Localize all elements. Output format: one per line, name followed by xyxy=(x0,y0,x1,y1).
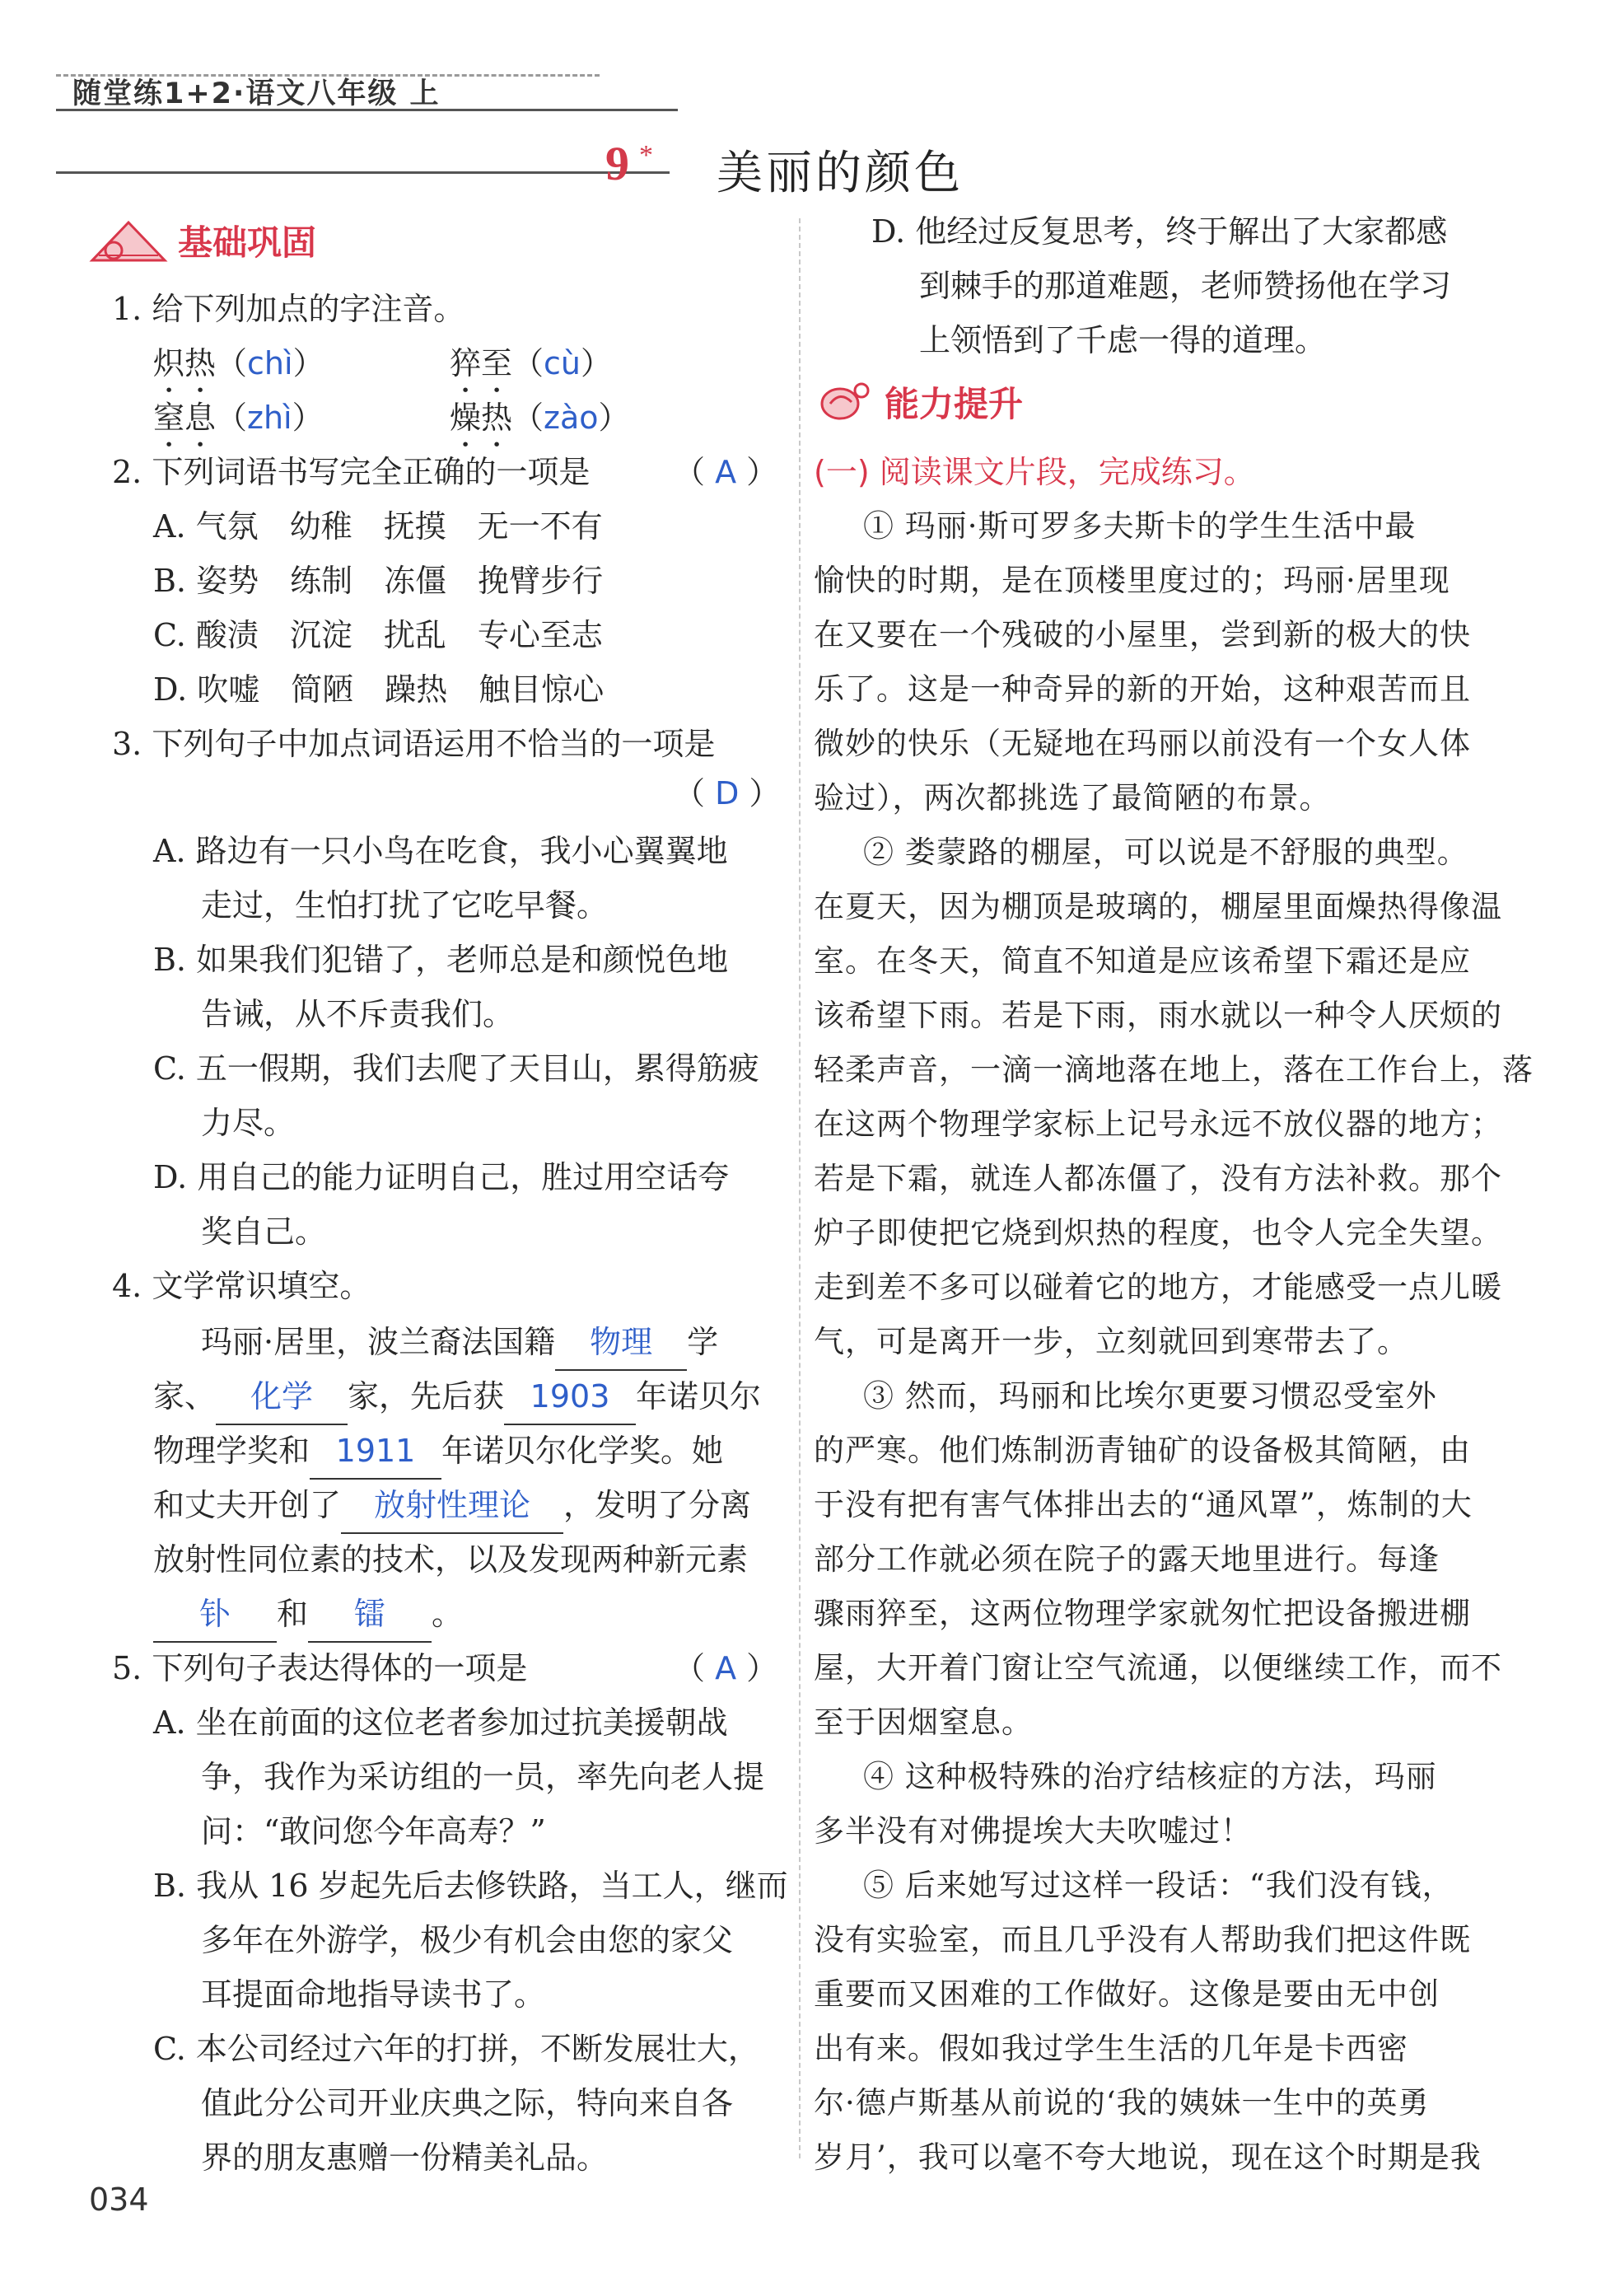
q1-item-3: 窒息（zhì） xyxy=(153,400,324,436)
reading-line: 验过），两次都挑选了最简陋的布景。 xyxy=(814,780,1331,816)
reading-line: 气，可是离开一步，立刻就回到寒带去了。 xyxy=(814,1324,1408,1359)
q5-option-c-2: 值此分公司开业庆典之际，特向来自各 xyxy=(201,2085,734,2121)
reading-line: ① 玛丽·斯可罗多夫斯卡的学生生活中最 xyxy=(863,508,1417,544)
section-basic-label: 基础巩固 xyxy=(178,222,317,263)
q4-line-1: 玛丽·居里，波兰裔法国籍 物理 学 xyxy=(201,1315,718,1371)
page-number: 034 xyxy=(89,2181,149,2218)
reading-line: 骤雨猝至，这两位物理学家就匆忙把设备搬进棚 xyxy=(814,1596,1471,1631)
reading-line: 没有实验室，而且几乎没有人帮助我们把这件既 xyxy=(814,1922,1471,1957)
q4-line-2: 家、 化学 家，先后获 1903 年诺贝尔 xyxy=(153,1369,761,1425)
q1-answer-2: cù xyxy=(544,345,581,381)
reading-line: 出有来。假如我过学生生活的几年是卡西密 xyxy=(814,2031,1408,2066)
q5-option-a-2: 争，我作为采访组的一员，率先向老人提 xyxy=(201,1759,765,1795)
q5-option-b-2: 多年在外游学，极少有机会由您的家父 xyxy=(201,1922,734,1958)
q1-answer-3: zhì xyxy=(247,400,292,436)
reading-line: ④ 这种极特殊的治疗结核症的方法，玛丽 xyxy=(863,1759,1437,1794)
reading-line: ③ 然而，玛丽和比埃尔更要习惯忍受室外 xyxy=(863,1378,1437,1414)
reading-line: 于没有把有害气体排出去的“通风罩”，炼制的大 xyxy=(814,1487,1473,1522)
q2-option-c: C. 酸渍 沉淀 扰乱 专心至志 xyxy=(153,617,603,653)
q4-answer-2: 化学 xyxy=(250,1378,314,1415)
section-ability-label: 能力提升 xyxy=(885,384,1024,424)
reading-heading: (一) 阅读课文片段，完成练习。 xyxy=(814,454,1255,490)
reading-line: 在这两个物理学家标上记号永远不放仪器的地方； xyxy=(814,1106,1502,1142)
lesson-title: 美丽的颜色 xyxy=(717,147,964,200)
q2-stem: 2. 下列词语书写完全正确的一项是 xyxy=(112,454,591,490)
q5-option-d-1: D. 他经过反复思考，终于解出了大家都感 xyxy=(871,213,1448,250)
reading-line: ⑤ 后来她写过这样一段话：“我们没有钱， xyxy=(863,1868,1454,1903)
q5-option-a-1: A. 坐在前面的这位老者参加过抗美援朝战 xyxy=(153,1704,728,1741)
q5-option-b-3: 耳提面命地指导读书了。 xyxy=(201,1976,546,2013)
q3-option-d-2: 奖自己。 xyxy=(201,1213,327,1250)
q4-stem: 4. 文学常识填空。 xyxy=(112,1268,371,1304)
q4-answer-7: 镭 xyxy=(354,1596,386,1632)
q3-stem: 3. 下列句子中加点词语运用不恰当的一项是 xyxy=(112,726,716,762)
reading-line: 轻柔声音，一滴一滴地落在地上，落在工作台上，落 xyxy=(814,1052,1534,1087)
header-series-title: 随堂练1+2·语文八年级 上 xyxy=(72,77,441,110)
lesson-star: * xyxy=(639,140,653,171)
q2-option-b: B. 姿势 练制 冻僵 挽臂步行 xyxy=(153,563,604,599)
reading-line: 走到差不多可以碰着它的地方，才能感受一点儿暖 xyxy=(814,1270,1502,1305)
q5-option-d-2: 到棘手的那道难题，老师赞扬他在学习 xyxy=(919,268,1452,304)
q4-answer-3: 1903 xyxy=(530,1378,610,1415)
q4-line-6: 钋 和 镭 。 xyxy=(153,1587,463,1643)
q1-answer-1: chì xyxy=(247,345,293,381)
q2-answer: （ A ） xyxy=(674,454,778,490)
reading-line: 若是下霜，就连人都冻僵了，没有方法补救。那个 xyxy=(814,1161,1502,1196)
q3-answer: （ D ） xyxy=(674,775,781,811)
q3-option-a-1: A. 路边有一只小鸟在吃食，我小心翼翼地 xyxy=(153,833,728,869)
reading-line: 炉子即使把它烧到炽热的程度，也令人完全失望。 xyxy=(814,1215,1502,1251)
ruler-icon xyxy=(89,217,168,264)
q3-option-b-1: B. 如果我们犯错了，老师总是和颜悦色地 xyxy=(153,942,729,978)
section-basic xyxy=(89,216,316,265)
header-underline xyxy=(56,109,678,111)
reading-line: 在又要在一个残破的小屋里，尝到新的极大的快 xyxy=(814,617,1471,652)
q4-answer-6: 钋 xyxy=(198,1596,231,1632)
reading-line: 屋，大开着门窗让空气流通，以便继续工作，而不 xyxy=(814,1650,1502,1686)
reading-line: 在夏天，因为棚顶是玻璃的，棚屋里面燥热得像温 xyxy=(814,889,1502,924)
q5-option-c-3: 界的朋友惠赠一份精美礼品。 xyxy=(201,2139,609,2176)
reading-line: 至于因烟窒息。 xyxy=(814,1704,1033,1740)
q1-item-1: 炽热（chì） xyxy=(153,345,324,381)
q2-option-a: A. 气氛 幼稚 抚摸 无一不有 xyxy=(153,508,603,545)
q3-option-c-1: C. 五一假期，我们去爬了天目山，累得筋疲 xyxy=(153,1050,759,1087)
reading-line: 岁月’，我可以毫不夸大地说，现在这个时期是我 xyxy=(814,2139,1482,2175)
q1-item-4: 燥热（zào） xyxy=(450,400,630,436)
q4-answer-5: 放射性理论 xyxy=(374,1487,531,1523)
q3-option-b-2: 告诫，从不斥责我们。 xyxy=(201,996,515,1032)
q5-option-d-3: 上领悟到了千虑一得的道理。 xyxy=(919,322,1327,358)
q3-option-c-2: 力尽。 xyxy=(201,1105,296,1141)
reading-line: 多半没有对佛提埃大夫吹嘘过！ xyxy=(814,1813,1252,1849)
q5-answer: （ A ） xyxy=(674,1650,778,1686)
header-rule xyxy=(56,171,670,174)
q1-item-2: 猝至（cù） xyxy=(450,345,613,381)
reading-line: 的严寒。他们炼制沥青铀矿的设备极其简陋，由 xyxy=(814,1433,1471,1468)
q4-line-5: 放射性同位素的技术，以及发现两种新元素 xyxy=(153,1541,749,1578)
q1-answer-4: zào xyxy=(544,400,599,436)
section-ability xyxy=(815,377,1023,427)
column-divider xyxy=(799,218,801,2158)
q4-line-4: 和丈夫开创了 放射性理论 ，发明了分离 xyxy=(153,1478,751,1534)
q5-option-a-3: 问：“敢问您今年高寿？” xyxy=(201,1813,546,1849)
q4-answer-4: 1911 xyxy=(335,1433,416,1469)
q1-stem: 1. 给下列加点的字注音。 xyxy=(112,291,465,327)
reading-line: 愉快的时期，是在顶楼里度过的；玛丽·居里现 xyxy=(814,563,1450,598)
reading-line: 重要而又困难的工作做好。这像是要由无中创 xyxy=(814,1976,1440,2012)
q5-option-c-1: C. 本公司经过六年的打拼，不断发展壮大， xyxy=(153,2031,759,2067)
lesson-number: 9 xyxy=(605,137,629,190)
reading-line: 尔·德卢斯基从前说的‘我的姨妹一生中的英勇 xyxy=(814,2085,1430,2121)
reading-line: 室。在冬天，简直不知道是应该希望下霜还是应 xyxy=(814,943,1471,979)
flower-icon xyxy=(815,379,875,425)
reading-line: ② 娄蒙路的棚屋，可以说是不舒服的典型。 xyxy=(863,835,1468,870)
q5-option-b-1: B. 我从 16 岁起先后去修铁路，当工人，继而 xyxy=(153,1868,788,1904)
reading-line: 微妙的快乐（无疑地在玛丽以前没有一个女人体 xyxy=(814,726,1471,761)
q3-option-a-2: 走过，生怕打扰了它吃早餐。 xyxy=(201,887,609,924)
q5-stem: 5. 下列句子表达得体的一项是 xyxy=(112,1650,528,1686)
reading-line: 部分工作就必须在院子的露天地里进行。每逢 xyxy=(814,1541,1440,1577)
reading-line: 乐了。这是一种奇异的新的开始，这种艰苦而且 xyxy=(814,671,1471,707)
q2-option-d: D. 吹嘘 简陋 躁热 触目惊心 xyxy=(153,671,605,708)
q3-option-d-1: D. 用自己的能力证明自己，胜过用空话夸 xyxy=(153,1159,730,1195)
reading-line: 该希望下雨。若是下雨，雨水就以一种令人厌烦的 xyxy=(814,998,1502,1033)
q4-line-3: 物理学奖和 1911 年诺贝尔化学奖。她 xyxy=(153,1424,723,1480)
q4-answer-1: 物理 xyxy=(590,1324,653,1360)
